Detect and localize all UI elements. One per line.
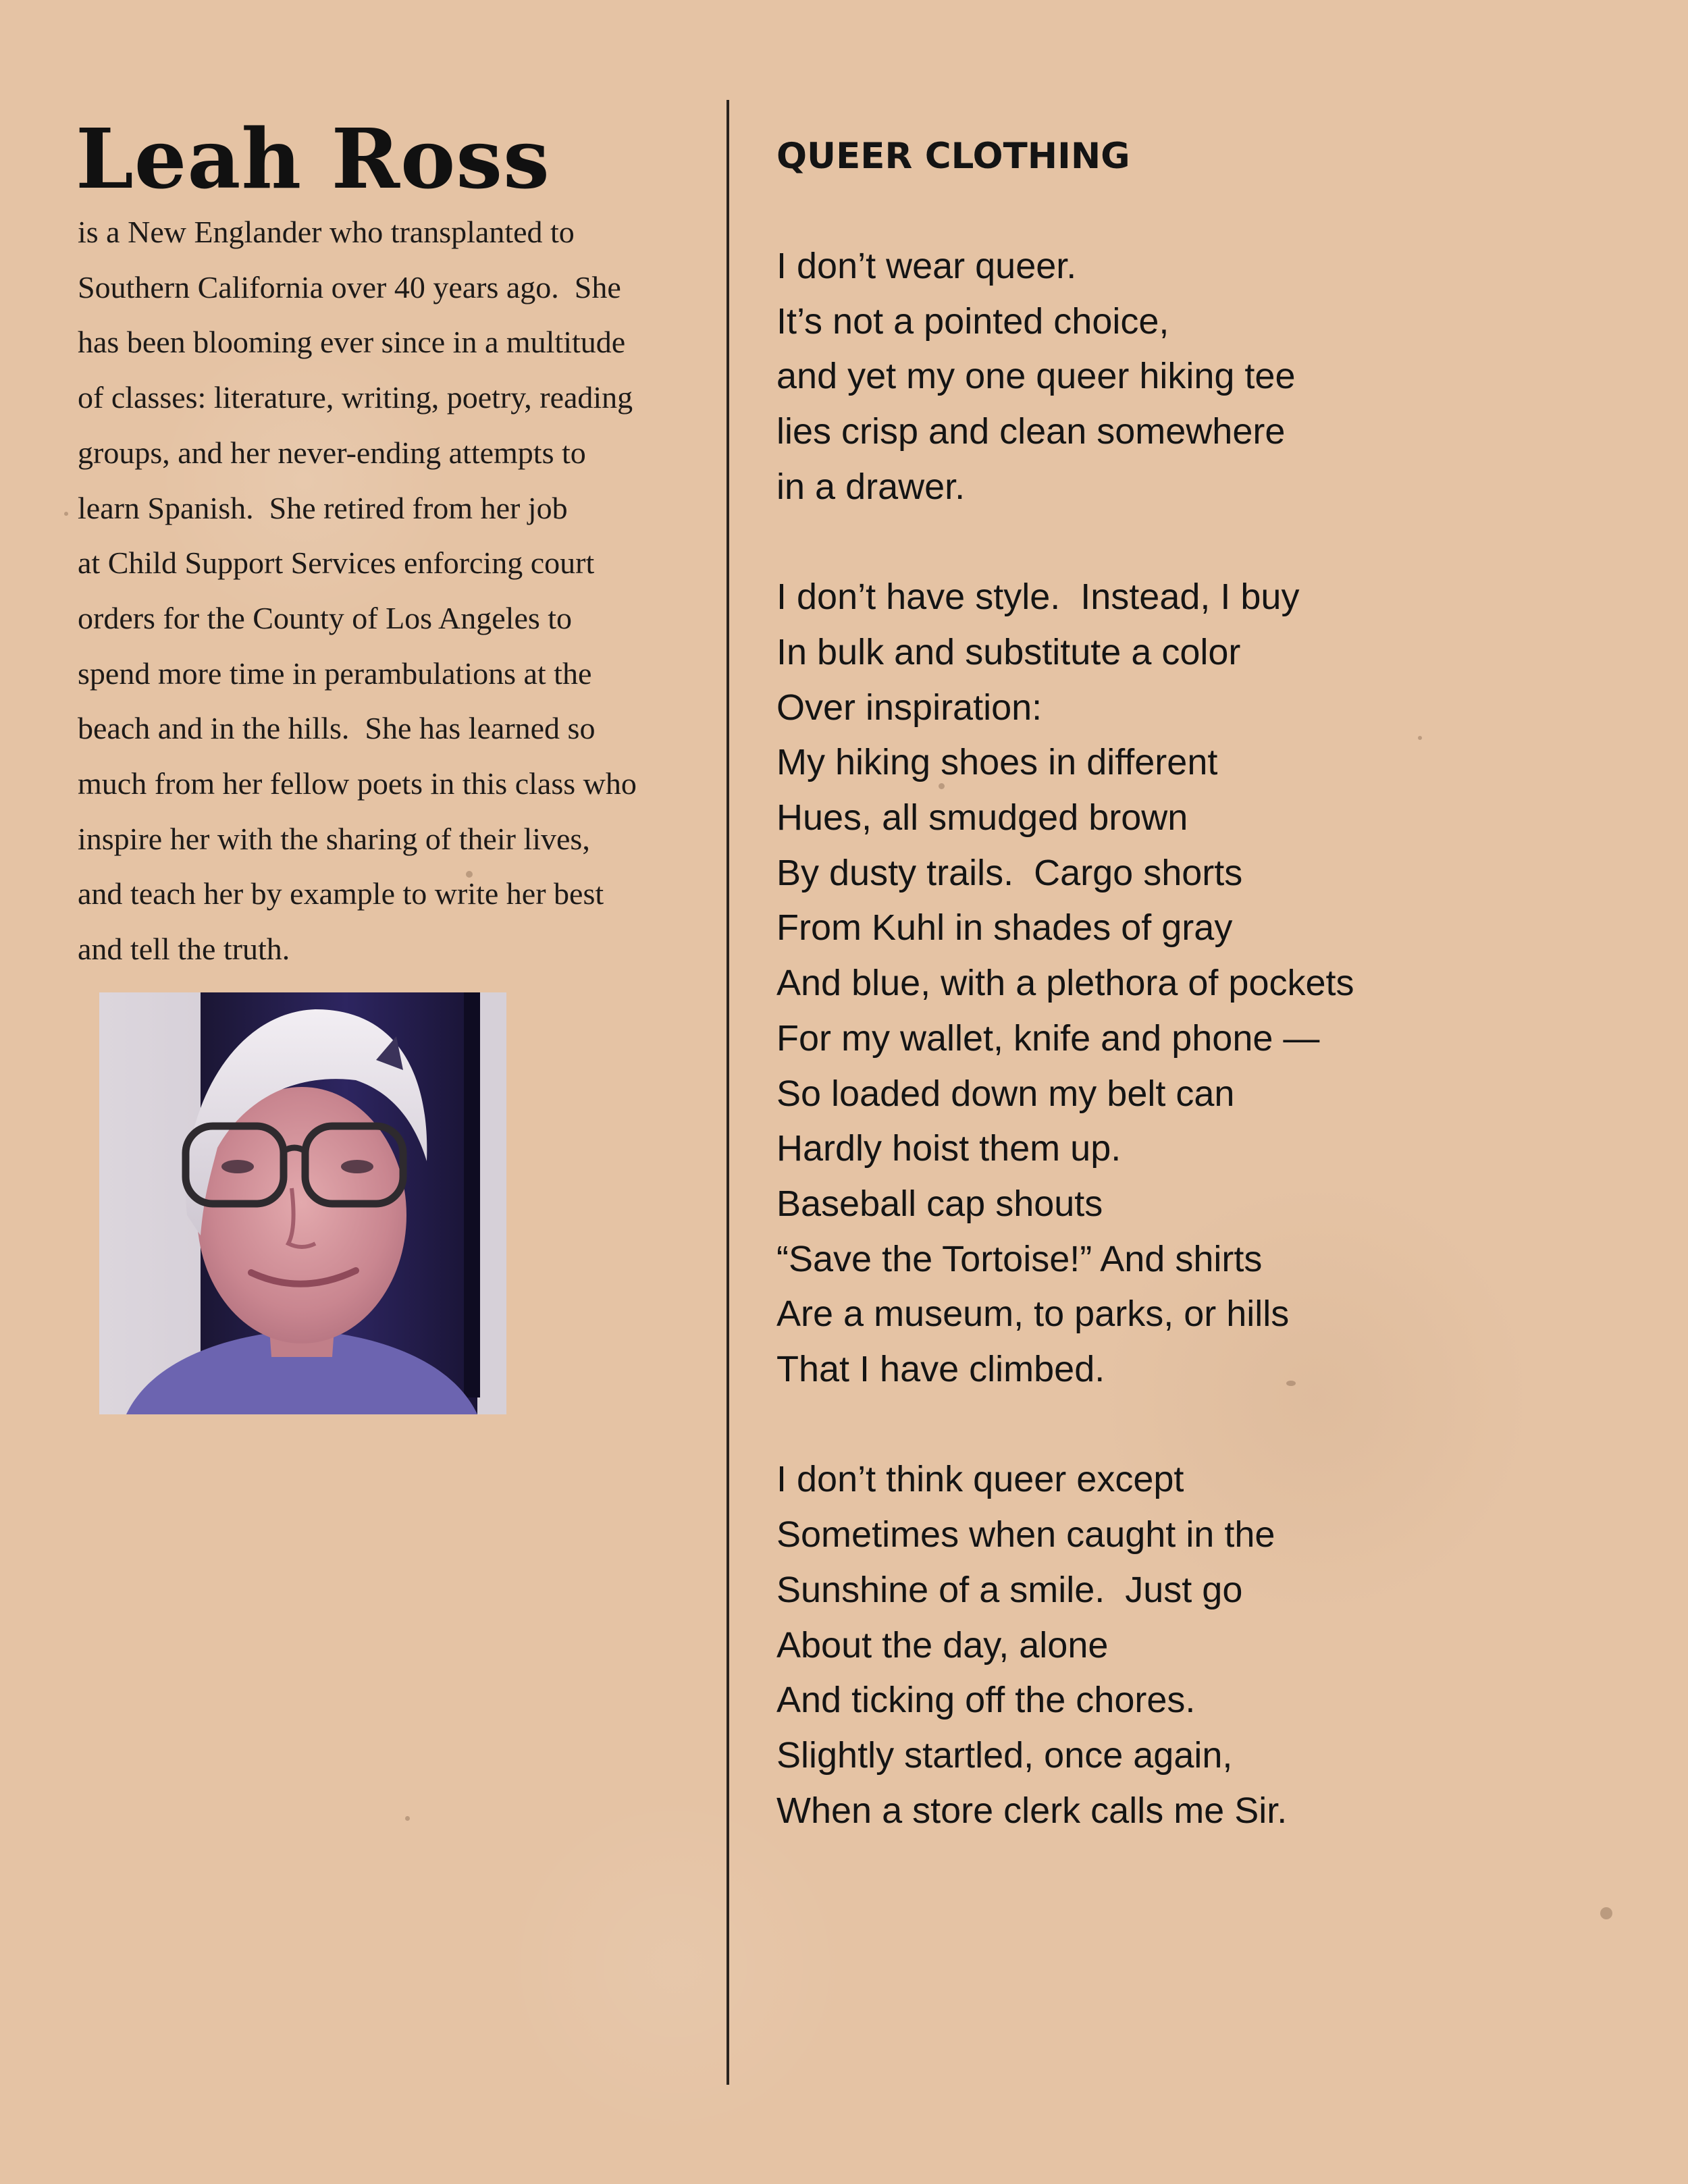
poem-title: QUEER CLOTHING [776, 136, 1130, 177]
poem-line: I don’t have style. Instead, I buy [776, 577, 1300, 618]
bio-line: of classes: literature, writing, poetry, reading [78, 380, 633, 415]
poem-line: Over inspiration: [776, 687, 1043, 728]
author-photo [99, 992, 506, 1414]
bio-line: and teach her by example to write her best [78, 876, 604, 911]
poem-line: I don’t wear queer. [776, 246, 1077, 286]
poem-line: For my wallet, knife and phone — [776, 1017, 1320, 1059]
bio-line: at Child Support Services enforcing court [78, 545, 595, 581]
poem-line: Slightly startled, once again, [776, 1734, 1233, 1776]
poem-line: That I have climbed. [776, 1349, 1105, 1390]
bio-line: has been blooming ever since in a multitude [78, 325, 626, 360]
poem-line: and yet my one queer hiking tee [776, 356, 1296, 397]
poem-line: Baseball cap shouts [776, 1183, 1103, 1224]
poem-line: In bulk and substitute a color [776, 631, 1241, 672]
poem-line: in a drawer. [776, 466, 966, 507]
paper-speck [64, 512, 68, 516]
poem-body [776, 239, 1654, 1838]
poem-line: By dusty trails. Cargo shorts [776, 852, 1243, 893]
bio-line: orders for the County of Los Angeles to [78, 600, 573, 635]
poem-line: From Kuhl in shades of gray [776, 907, 1233, 949]
paper-speck [1600, 1907, 1612, 1919]
poem-line: And ticking off the chores. [776, 1680, 1196, 1721]
column-divider [727, 100, 729, 2085]
stanza-break [776, 515, 1654, 570]
poem-line: Sunshine of a smile. Just go [776, 1569, 1243, 1610]
bio-line: inspire her with the sharing of their lives, [78, 821, 590, 856]
bio-line: learn Spanish. She retired from her job [78, 490, 568, 525]
poem-line: “Save the Tortoise!” And shirts [776, 1238, 1263, 1279]
bio-line: and tell the truth. [78, 932, 290, 967]
poem-line: My hiking shoes in different [776, 742, 1218, 783]
bio-line: much from her fellow poets in this class who [78, 766, 637, 801]
author-name: Leah Ross [76, 110, 550, 207]
author-bio [78, 205, 726, 977]
bio-line: beach and in the hills. She has learned so [78, 711, 596, 746]
poem-line: It’s not a pointed choice, [776, 300, 1169, 342]
bio-line: groups, and her never-ending attempts to [78, 435, 586, 470]
stanza-break [776, 1397, 1654, 1453]
bio-line: is a New Englander who transplanted to [78, 215, 575, 249]
poem-line: So loaded down my belt can [776, 1073, 1235, 1114]
poem-line: And blue, with a plethora of pockets [776, 963, 1354, 1004]
poem-line: Hues, all smudged brown [776, 797, 1188, 838]
bio-line: spend more time in perambulations at the [78, 656, 592, 691]
poem-line: I don’t think queer except [776, 1459, 1184, 1500]
poem-line: Are a museum, to parks, or hills [776, 1294, 1290, 1335]
poem-line: Sometimes when caught in the [776, 1514, 1275, 1555]
poem-line: lies crisp and clean somewhere [776, 411, 1286, 452]
poem-line: When a store clerk calls me Sir. [776, 1790, 1288, 1831]
poem-line: Hardly hoist them up. [776, 1128, 1122, 1169]
paper-speck [405, 1816, 410, 1821]
bio-line: Southern California over 40 years ago. She [78, 269, 621, 304]
poem-line: About the day, alone [776, 1624, 1109, 1666]
